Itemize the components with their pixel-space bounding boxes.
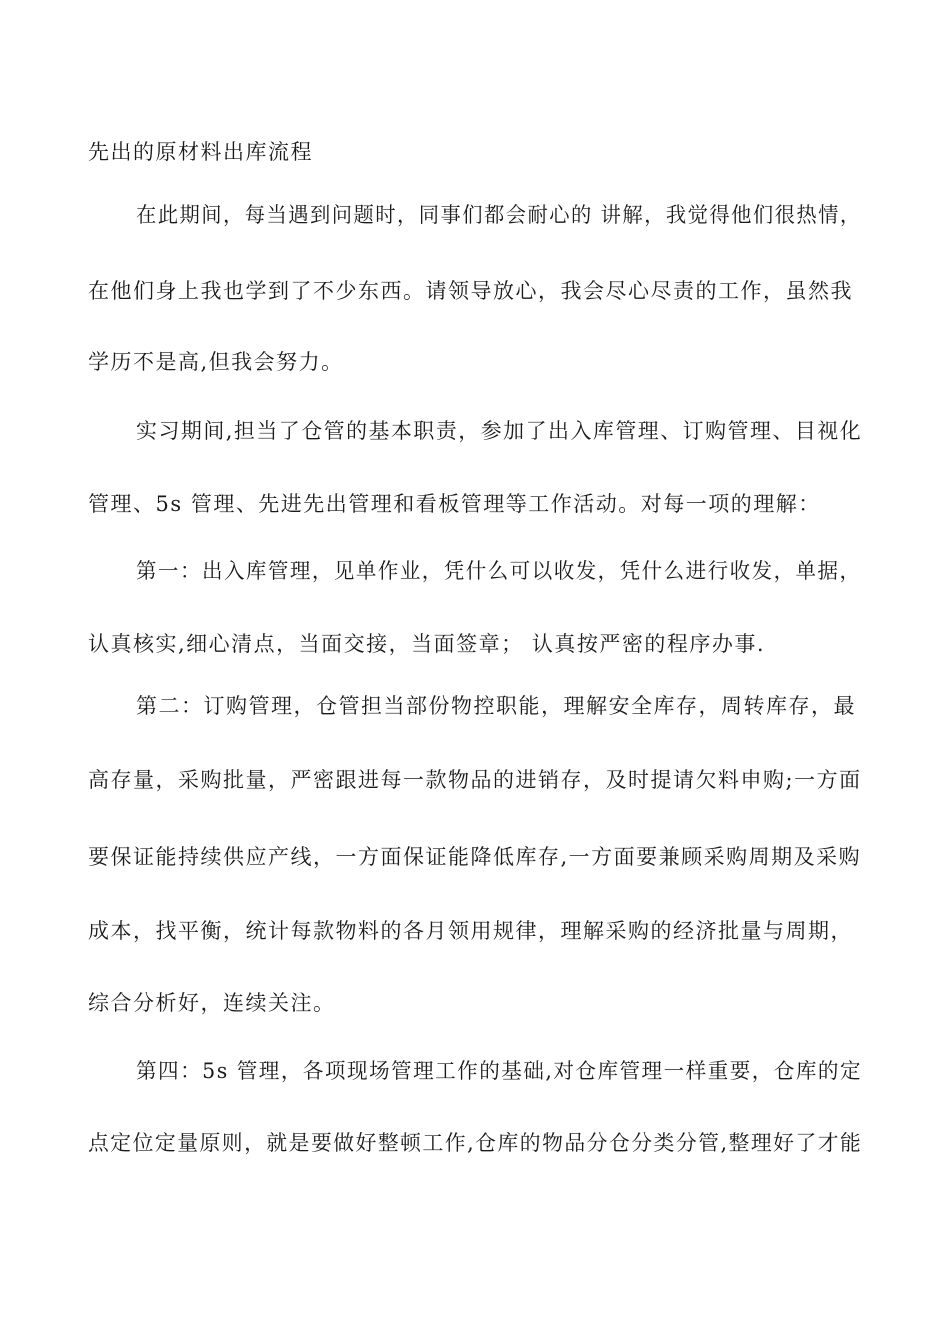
paragraph-start: 第四：5s 管理，各项现场管理工作的基础,对仓库管理一样重要，仓库的定 [136, 1059, 862, 1083]
text-line: 在他们身上我也学到了不少东西。请领导放心，我会尽心尽责的工作，虽然我 [88, 279, 853, 303]
text-line: 先出的原材料出库流程 [88, 140, 313, 164]
text-line: 成本，找平衡，统计每款物料的各月领用规律，理解采购的经济批量与周期， [88, 919, 853, 943]
text-line: 点定位定量原则，就是要做好整顿工作,仓库的物品分仓分类分管,整理好了才能 [88, 1131, 863, 1155]
paragraph-start: 第二：订购管理，仓管担当部份物控职能，理解安全库存，周转库存，最 [136, 694, 856, 718]
text-line: 认真核实,细心清点，当面交接，当面签章； 认真按严密的程序办事. [88, 632, 766, 656]
paragraph-start: 实习期间,担当了仓管的基本职责，参加了出入库管理、订购管理、目视化 [136, 419, 863, 443]
paragraph-start: 在此期间，每当遇到问题时，同事们都会耐心的 讲解，我觉得他们很热情， [136, 203, 862, 227]
text-line: 综合分析好，连续关注。 [88, 991, 336, 1015]
text-line: 要保证能持续供应产线，一方面保证能降低库存,一方面要兼顾采购周期及采购 [88, 845, 862, 869]
text-line: 学历不是高,但我会努力。 [88, 350, 344, 374]
paragraph-start: 第一：出入库管理，见单作业，凭什么可以收发，凭什么进行收发，单据， [136, 559, 862, 583]
text-line: 管理、5s 管理、先进先出管理和看板管理等工作活动。对每一项的理解： [88, 492, 821, 516]
text-line: 高存量，采购批量，严密跟进每一款物品的进销存，及时提请欠料申购;一方面 [88, 768, 862, 792]
